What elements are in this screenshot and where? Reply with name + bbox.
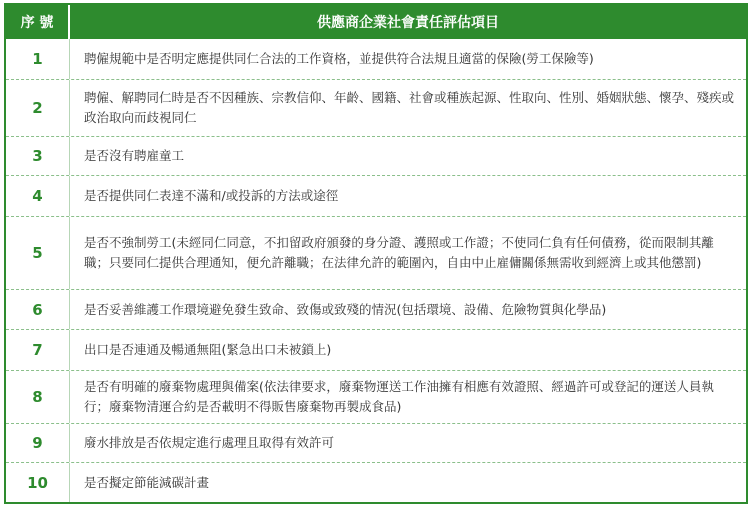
csr-assessment-table (4, 3, 748, 504)
table-row (6, 175, 746, 216)
row-number: 10 (6, 463, 70, 502)
row-number: 9 (6, 424, 70, 462)
row-text: 是否提供同仁表達不滿和/或投訴的方法或途徑 (84, 188, 339, 203)
table-row (6, 423, 746, 462)
row-text: 聘僱、解聘同仁時是否不因種族、宗教信仰、年齡、國籍、社會或種族起源、性取向、性別、婚姻狀態、懷孕、殘疾或政治取向而歧視同仁 (84, 90, 735, 125)
row-number: 7 (6, 330, 70, 370)
table-header (6, 5, 746, 39)
table-row (6, 39, 746, 79)
table-row (6, 370, 746, 423)
row-number: 5 (6, 217, 70, 289)
table-body (6, 39, 746, 502)
row-number: 6 (6, 290, 70, 329)
table-row (6, 329, 746, 370)
header-item: 供應商企業社會責任評估項目 (317, 15, 499, 31)
row-number: 8 (6, 371, 70, 423)
table-row (6, 79, 746, 136)
table-row (6, 289, 746, 329)
row-number: 3 (6, 137, 70, 175)
row-text: 是否有明確的廢棄物處理與備案(依法律要求，廢棄物運送工作油擁有相應有效證照、經過許可或登記的運送人員執行；廢棄物清運合約是否載明不得販售廢棄物再製成食品) (84, 379, 714, 414)
row-text: 是否妥善維護工作環境避免發生致命、致傷或致殘的情況(包括環境、設備、危險物質與化學品) (84, 301, 607, 317)
row-number: 1 (6, 39, 70, 79)
row-text: 出口是否連通及暢通無阻(緊急出口未被鎖上) (84, 342, 332, 357)
header-number: 序 號 (6, 5, 70, 39)
table-row (6, 216, 746, 289)
row-text: 是否擬定節能減碳計畫 (84, 474, 210, 490)
row-text: 是否沒有聘雇童工 (84, 148, 185, 163)
row-text: 廢水排放是否依規定進行處理且取得有效許可 (84, 435, 335, 450)
table-row (6, 462, 746, 502)
row-number: 2 (6, 80, 70, 136)
row-text: 聘僱規範中是否明定應提供同仁合法的工作資格，並提供符合法規且適當的保險(勞工保險等) (84, 51, 594, 66)
row-text: 是否不強制勞工(未經同仁同意，不扣留政府頒發的身分證、護照或工作證；不使同仁負有任何債務，從而限制其離職；只要同仁提供合理通知，便允許離職；在法律允許的範圍內，自由中止雇傭關係無需收到經濟上或其他懲罰) (84, 235, 714, 270)
table-row (6, 136, 746, 175)
row-number: 4 (6, 176, 70, 216)
